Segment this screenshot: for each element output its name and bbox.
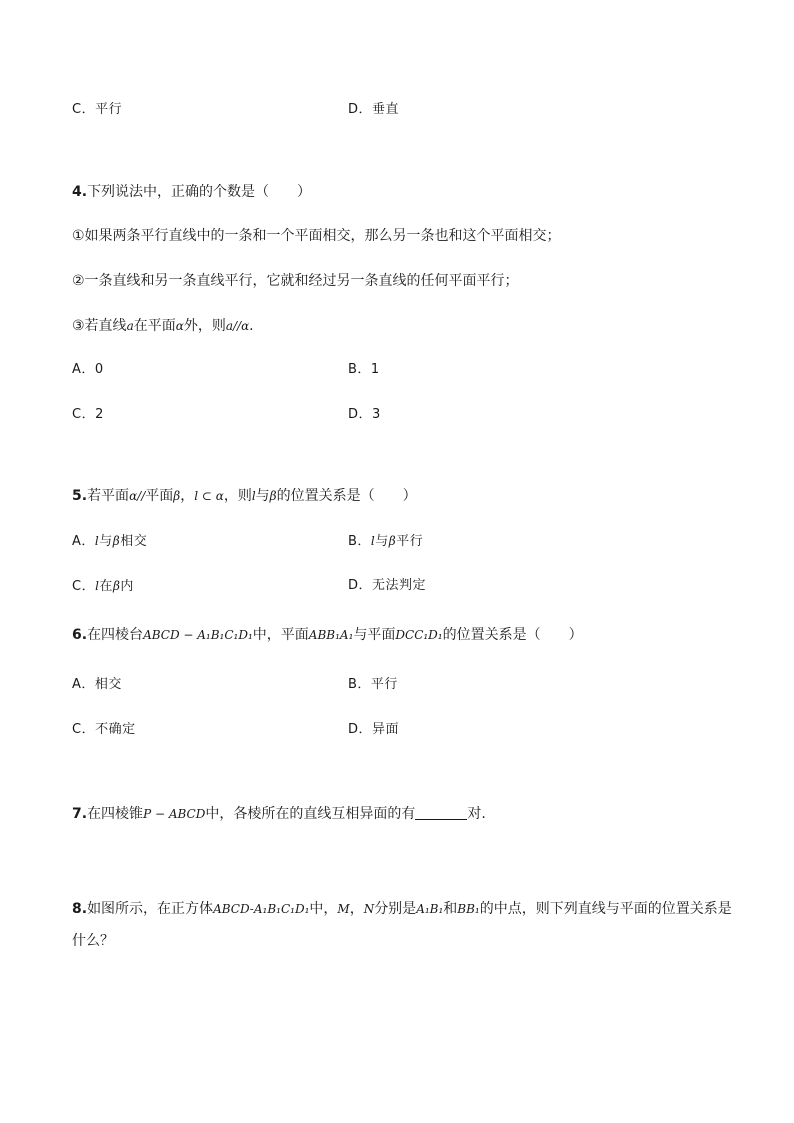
q5-number: 5. (72, 488, 88, 504)
q7-stem-post: 对. (467, 806, 486, 822)
q6-plane-2: DCC₁D₁ (395, 628, 443, 642)
q6-number: 6. (72, 627, 88, 643)
q3-option-d: D．垂直 (348, 102, 400, 117)
q6-stem-with: 与平面 (353, 627, 396, 643)
q4-stem-text: 下列说法中，正确的个数是（ ） (87, 184, 312, 200)
q5-a-beta: β (112, 534, 121, 548)
q5-stem-l-subset: l ⊂ α (194, 489, 224, 503)
q4-s3-pre: ③若直线 (72, 318, 127, 334)
q5-b-pre: B． (348, 534, 371, 549)
q5-a-post: 相交 (120, 534, 148, 549)
q4-s3-relation: a//α (225, 319, 250, 333)
q5-c-l: l (95, 579, 100, 593)
q5-stem-l: l (251, 489, 256, 503)
q4-statement-3 (72, 316, 254, 336)
q5-option-a (72, 531, 147, 552)
q5-b-post: 平行 (396, 534, 424, 549)
q8-stem-and: 和 (443, 901, 458, 917)
q4-option-d: D．3 (348, 407, 381, 422)
q4-option-c: C．2 (72, 407, 104, 422)
q6-option-c: C．不确定 (72, 722, 136, 737)
q5-stem (72, 486, 417, 506)
q6-option-a: A．相交 (72, 677, 122, 692)
q6-option-d: D．异面 (348, 722, 400, 737)
q8-stem-mid: 中， (309, 901, 338, 917)
q7-stem (72, 804, 486, 824)
q4-option-a: A．0 (72, 362, 104, 377)
q8-stem-line-1 (72, 899, 732, 919)
q4-s3-end: . (249, 318, 254, 334)
q6-option-b: B．平行 (348, 677, 398, 692)
q7-number: 7. (72, 806, 88, 822)
q5-stem-then: ，则 (223, 488, 252, 504)
q6-stem-mid: 中，平面 (252, 627, 309, 643)
q5-option-b (348, 531, 423, 552)
q5-stem-post: 的位置关系是（ ） (276, 488, 417, 504)
q5-c-pre: C． (72, 579, 96, 594)
q5-stem-pre: 若平面 (87, 488, 130, 504)
q5-stem-with: 与 (255, 488, 270, 504)
q4-s3-plane-alpha: α (175, 319, 184, 333)
q8-segment-1: A₁B₁ (416, 902, 444, 916)
q6-plane-1: ABB₁A₁ (308, 628, 354, 642)
q7-answer-blank (415, 805, 467, 820)
q5-c-in: 在 (99, 579, 113, 594)
q4-s3-mid: 在平面 (133, 318, 176, 334)
q8-stem-comma: ， (349, 901, 364, 917)
q5-stem-relation: α// (129, 489, 146, 503)
q5-c-post: 内 (120, 579, 134, 594)
q8-stem-pre: 如图所示，在正方体 (87, 901, 214, 917)
q8-stem-line-2: 什么？ (72, 933, 114, 949)
q5-stem-beta-2: β (269, 489, 277, 503)
q5-c-beta: β (112, 579, 121, 593)
q4-s3-post: 外，则 (183, 318, 226, 334)
q5-a-pre: A． (72, 534, 95, 549)
q5-option-d: D．无法判定 (348, 578, 427, 593)
q4-statement-1: ①如果两条平行直线中的一条和一个平面相交，那么另一条也和这个平面相交； (72, 228, 561, 244)
q5-stem-comma: ， (180, 488, 195, 504)
q5-stem-beta: β (173, 489, 181, 503)
q7-solid-name: P − ABCD (143, 807, 206, 821)
q4-s3-line-a: a (126, 319, 134, 333)
q6-solid-name: ABCD − A₁B₁C₁D₁ (143, 628, 253, 642)
q5-a-with: 与 (99, 534, 113, 549)
q4-number: 4. (72, 184, 88, 200)
q4-option-b: B．1 (348, 362, 380, 377)
q7-stem-pre: 在四棱锥 (87, 806, 144, 822)
q5-a-l: l (94, 534, 100, 548)
q5-b-l: l (370, 534, 376, 548)
q5-option-c (72, 576, 134, 597)
q8-stem-post: 的中点，则下列直线与平面的位置关系是 (479, 901, 732, 917)
q4-statement-2: ②一条直线和另一条直线平行，它就和经过另一条直线的任何平面平行； (72, 273, 519, 289)
q4-stem (72, 182, 311, 202)
q5-b-with: 与 (375, 534, 389, 549)
q6-stem (72, 625, 583, 645)
q7-stem-mid: 中，各棱所在的直线互相异面的有 (205, 806, 416, 822)
q6-stem-post: 的位置关系是（ ） (442, 627, 583, 643)
q8-segment-2: BB₁ (457, 902, 480, 916)
q6-stem-pre: 在四棱台 (87, 627, 144, 643)
q8-number: 8. (72, 901, 88, 917)
q5-b-beta: β (388, 534, 397, 548)
q8-point-n: N (363, 902, 375, 916)
q5-stem-mid: 平面 (145, 488, 174, 504)
q8-solid-name: ABCD-A₁B₁C₁D₁ (213, 902, 310, 916)
q3-option-c: C．平行 (72, 102, 123, 117)
q8-point-m: M (337, 902, 350, 916)
q8-stem-mid2: 分别是 (374, 901, 417, 917)
